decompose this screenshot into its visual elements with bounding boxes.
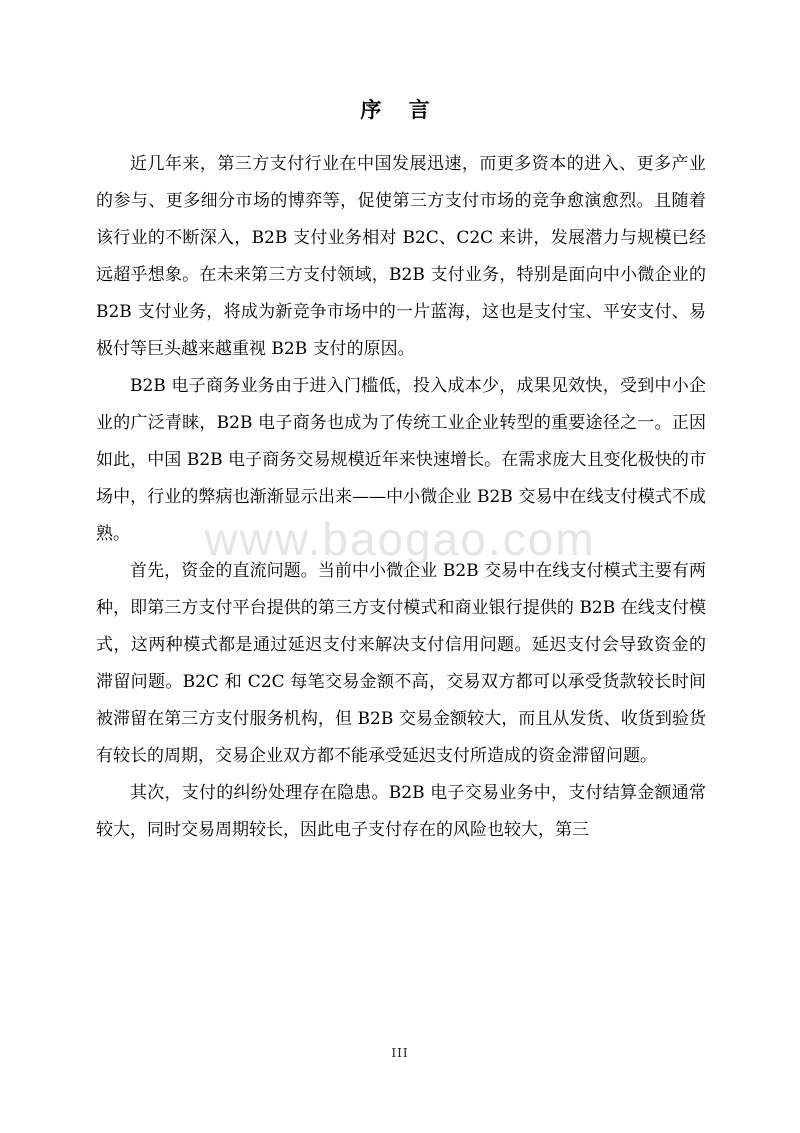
watermark: www.baogao.com [204,513,596,565]
page-title: 序 言 [360,97,440,122]
paragraph-3: 首先，资金的直流问题。当前中小微企业 B2B 交易中在线支付模式主要有两种，即第三方支付平台提供的第三方支付模式和商业银行提供的 B2B 在线支付模式，这两种模式都是通过延迟支付来解决支付信用问题。延迟支付会导致资金的滞留问题。B2C 和 C2C 每笔交易金额不高，交易双方都可以承受货款较长时间被滞留在第三方支付服务机构，但 B2B 交易金额较大，而且从发货、收货到验货有较长的周期，交易企业双方都不能承受延迟支付所造成的资金滞留问题。 [96,561,706,766]
paragraph-1: 近几年来，第三方支付行业在中国发展迅速，而更多资本的进入、更多产业的参与、更多细分市场的博弈等，促使第三方支付市场的竞争愈演愈烈。且随着该行业的不断深入，B2B 支付业务相对 B2C、C2C 来讲，发展潜力与规模已经远超乎想象。在未来第三方支付领域，B2B 支付业务，特别是面向中小微企业的 B2B 支付业务，将成为新竞争市场中的一片蓝海，这也是支付宝、平安支付、易极付等巨头越来越重视 B2B 支付的原因。 [96,154,706,359]
page-number: III [391,1046,409,1060]
paragraph-4: 其次，支付的纠纷处理存在隐患。B2B 电子交易业务中，支付结算金额通常较大，同时交易周期较长，因此电子支付存在的风险也较大，第三 [96,783,706,840]
body-text [96,146,706,849]
paragraph-2: B2B 电子商务业务由于进入门槛低，投入成本少，成果见效快，受到中小企业的广泛青睐，B2B 电子商务也成为了传统工业企业转型的重要途径之一。正因如此，中国 B2B 电子商务交易规模近年来快速增长。在需求庞大且变化极快的市场中，行业的弊病也渐渐显示出来——中小微企业 B2B 交易中在线支付模式不成熟。 [96,376,706,544]
